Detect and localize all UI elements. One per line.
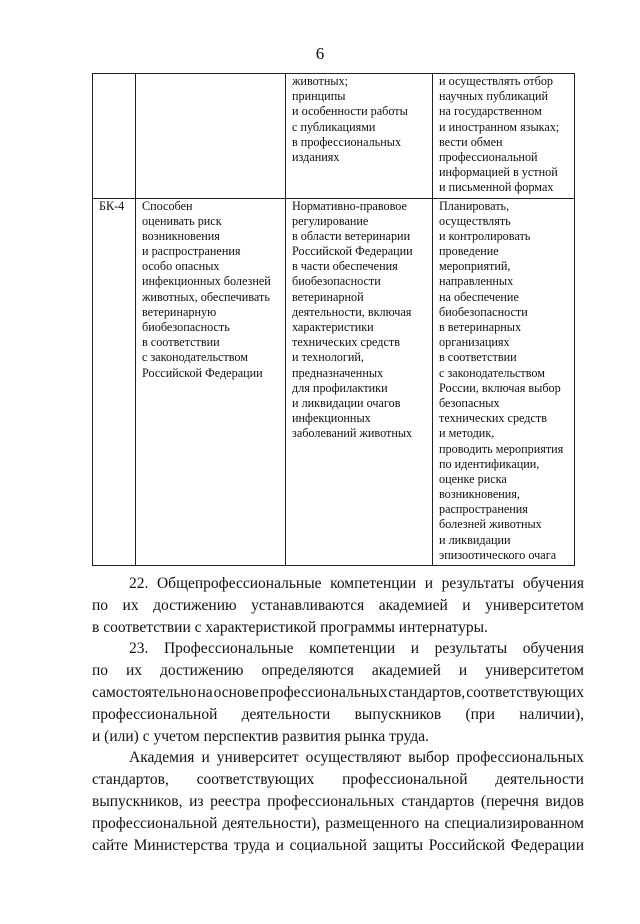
cell-line: изданиях <box>292 149 340 164</box>
word: выпускников <box>354 705 442 723</box>
cell-line: регулирование <box>292 213 369 228</box>
paragraph-line <box>92 747 584 769</box>
word: и <box>458 662 468 680</box>
word: специализированном <box>444 814 584 832</box>
paragraph-line <box>92 573 584 595</box>
cell-line: принципы <box>292 89 346 104</box>
knowledge-cell <box>286 74 433 199</box>
word: академией <box>378 596 448 614</box>
cell-line: в соответствии <box>142 335 220 350</box>
cell-line: профессиональной <box>439 149 538 164</box>
paragraph-line <box>92 638 584 660</box>
table-row <box>93 198 575 566</box>
cell-line: ветеринарной <box>292 289 364 304</box>
paragraph-line: и (или) с учетом перспектив развития рынка труда. <box>92 727 430 745</box>
word: деятельности <box>495 771 584 789</box>
word: обучения <box>522 575 584 592</box>
cell-line: на государственном <box>439 104 542 119</box>
cell-line: инфекционных <box>292 411 371 426</box>
cell-line: особо опасных <box>142 259 220 274</box>
competence-table <box>92 73 575 566</box>
word: профессиональной <box>92 705 218 723</box>
cell-line: направленных <box>439 274 514 289</box>
paragraph-line <box>92 660 584 682</box>
word: достижению <box>159 662 244 680</box>
cell-line: на обеспечение <box>439 289 519 304</box>
cell-line: по идентификации, <box>439 456 540 471</box>
cell-line: России, включая выбор <box>439 380 561 395</box>
cell-line: Способен <box>142 198 193 213</box>
cell-line: и особенности работы <box>292 104 408 119</box>
word: их <box>122 596 139 614</box>
word: (перечня <box>480 792 539 810</box>
word: Профессиональные <box>163 640 294 658</box>
word: соответствующих <box>466 683 584 701</box>
word: наличии), <box>519 705 584 723</box>
word: на <box>197 683 213 701</box>
knowledge-cell <box>286 198 433 566</box>
word: и <box>410 640 420 658</box>
word: и <box>201 749 210 767</box>
word: труда <box>233 836 270 854</box>
skills-cell <box>433 74 575 199</box>
word: достижению <box>153 596 237 614</box>
paragraph-line: в соответствии с характеристикой программы интернатуры. <box>92 618 488 636</box>
paragraph-line <box>92 835 584 857</box>
word: 23. <box>129 640 149 658</box>
word: профессиональной <box>342 771 468 789</box>
cell-line: проводить мероприятия <box>439 441 564 456</box>
cell-line: биобезопасности <box>292 274 381 289</box>
word: стандартов, <box>388 683 466 701</box>
word: определяются <box>261 662 354 680</box>
cell-line: животных; <box>292 74 349 88</box>
word: обучения <box>522 640 584 658</box>
cell-line: и письменной формах <box>439 180 554 195</box>
cell-line: с законодательством <box>439 365 545 380</box>
cell-line: технических средств <box>439 411 547 426</box>
cell-line: инфекционных болезней <box>142 274 271 289</box>
cell-line: биобезопасности <box>439 304 528 319</box>
word: и <box>275 836 284 854</box>
word: Министерства <box>133 836 229 854</box>
cell-line: вести обмен <box>439 134 503 149</box>
paragraph-line <box>92 704 584 726</box>
body-text <box>92 573 584 856</box>
cell-line: научных публикаций <box>439 89 549 104</box>
word: на <box>424 814 440 832</box>
word: университетом <box>485 662 584 680</box>
word: выбор <box>408 749 450 767</box>
word: (при <box>465 705 495 723</box>
paragraph-line <box>92 791 584 813</box>
paragraph-line <box>92 595 584 617</box>
word: осуществляют <box>305 749 402 767</box>
cell-line: Российской Федерации <box>292 244 413 259</box>
table-row <box>93 74 575 199</box>
cell-line: мероприятий, <box>439 259 511 274</box>
cell-line: и методик, <box>439 426 495 441</box>
cell-line: оценивать риск <box>142 213 222 228</box>
word: основе <box>213 683 259 701</box>
word: результаты <box>441 575 515 592</box>
word: социальной <box>289 836 367 854</box>
cell-line: и ликвидации очагов <box>292 395 401 410</box>
code-cell <box>93 74 136 199</box>
cell-line: Планировать, <box>439 198 510 213</box>
word: из <box>189 792 204 810</box>
word: деятельности <box>241 705 331 723</box>
word: университетом <box>485 596 584 614</box>
paragraph-line <box>92 813 584 835</box>
cell-line: животных, обеспечивать <box>142 289 270 304</box>
cell-line: в части обеспечения <box>292 259 398 274</box>
cell-line: организациях <box>439 335 510 350</box>
cell-line: Нормативно-правовое <box>292 198 407 213</box>
word: академией <box>371 662 441 680</box>
word: профессиональных <box>259 683 388 701</box>
cell-line: биобезопасность <box>142 320 230 334</box>
word: видов <box>545 792 584 810</box>
cell-line: оценке риска <box>439 471 507 486</box>
cell-line: деятельности, включая <box>292 304 412 319</box>
word: компетенции <box>309 640 396 658</box>
word: результаты <box>434 640 508 658</box>
cell-line: и контролировать <box>439 228 531 243</box>
cell-line: и ликвидации <box>439 532 511 547</box>
word: стандартов <box>401 792 475 810</box>
word: профессиональной <box>92 814 218 832</box>
word: 22. <box>129 575 149 592</box>
cell-line: в области ветеринарии <box>292 228 411 243</box>
cell-line: в соответствии <box>439 350 517 365</box>
word: соответствующих <box>196 771 315 789</box>
cell-line: осуществлять <box>439 213 511 228</box>
cell-line: технических средств <box>292 335 400 350</box>
cell-line: с публикациями <box>292 119 376 134</box>
word: университет <box>216 749 299 767</box>
word: по <box>92 662 109 680</box>
word: Академия <box>129 749 195 767</box>
word: Общепрофессиональные <box>156 575 322 592</box>
word: сайте <box>92 836 128 854</box>
word: компетенции <box>330 575 417 592</box>
cell-line: в ветеринарных <box>439 320 522 334</box>
code-cell: БК-4 <box>93 198 136 566</box>
cell-line: в профессиональных <box>292 134 402 149</box>
word: и <box>424 575 434 592</box>
word: размещенного <box>325 814 420 832</box>
word: и <box>462 596 471 614</box>
cell-line: безопасных <box>439 395 500 410</box>
cell-line: и распространения <box>142 244 241 259</box>
word: стандартов, <box>92 771 169 789</box>
word: их <box>125 662 143 680</box>
word: выпускников, <box>92 792 183 810</box>
cell-line: информацией в устной <box>439 165 558 180</box>
cell-line: эпизоотического очага <box>439 547 557 562</box>
skills-cell <box>433 198 575 566</box>
cell-line: предназначенных <box>292 365 384 380</box>
word: деятельности), <box>222 814 321 832</box>
word: устанавливаются <box>251 596 365 614</box>
cell-line: возникновения, <box>439 487 520 502</box>
page-number: 6 <box>315 44 325 63</box>
word: профессиональных <box>267 792 395 810</box>
cell-line: и иностранном языках; <box>439 119 560 134</box>
cell-line: и осуществлять отбор <box>439 74 554 88</box>
paragraph-line <box>92 769 584 791</box>
paragraph-line <box>92 682 584 704</box>
cell-line: характеристики <box>292 320 374 334</box>
word: Российской <box>428 836 506 854</box>
word: Федерации <box>510 836 584 854</box>
cell-line: распространения <box>439 502 528 517</box>
cell-line: для профилактики <box>292 380 388 395</box>
cell-line: возникновения <box>142 228 220 243</box>
word: профессиональных <box>456 749 584 767</box>
cell-line: ветеринарную <box>142 304 217 319</box>
word: по <box>92 596 109 614</box>
cell-line: проведение <box>439 244 499 259</box>
word: реестра <box>210 792 261 810</box>
cell-line: болезней животных <box>439 517 542 532</box>
cell-line: с законодательством <box>142 350 248 365</box>
cell-line: и технологий, <box>292 350 364 365</box>
cell-line: заболеваний животных <box>292 426 413 441</box>
cell-line: Российской Федерации <box>142 365 263 380</box>
word: защиты <box>372 836 424 854</box>
word: самостоятельно <box>92 683 197 701</box>
competence-cell <box>136 74 286 199</box>
competence-cell <box>136 198 286 566</box>
